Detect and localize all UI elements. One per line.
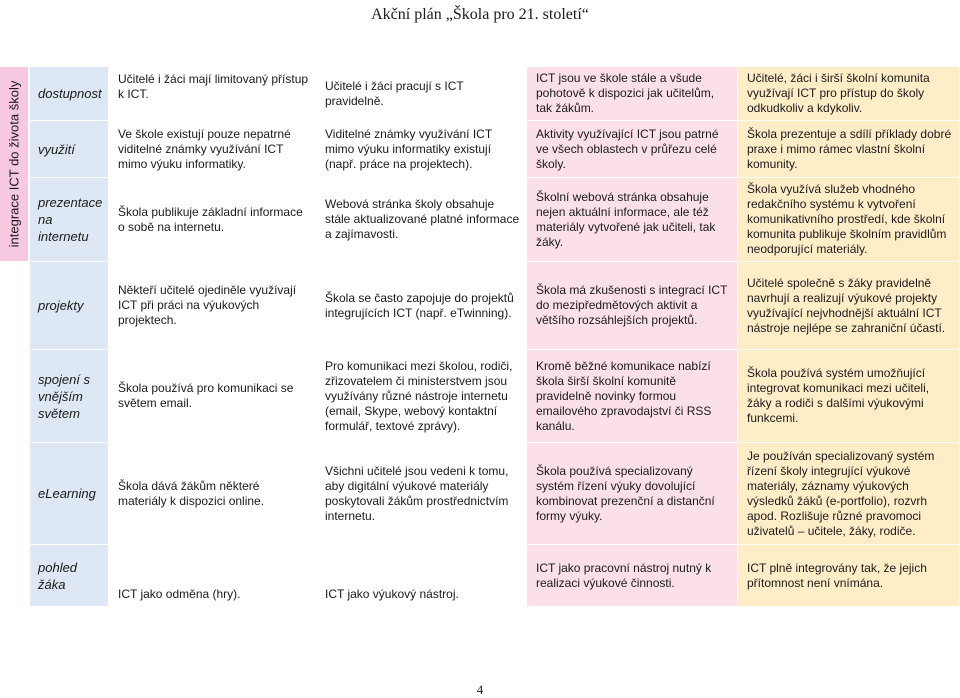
side-label: integrace ICT do života školy	[6, 80, 22, 248]
table-cell: Škola využívá služeb vhodného redakčního systému k vytvoření komunikativního prostředí, kde školní komunita publikuje školním pravidlům neodporující materiály.	[738, 178, 960, 262]
table-cell: Webová stránka školy obsahuje stále aktualizované platné informace a zajímavosti.	[316, 178, 527, 262]
row-label-vyuziti: využití	[30, 121, 109, 178]
page-number: 4	[476, 682, 484, 697]
row-label-projekty: projekty	[30, 262, 109, 350]
table-cell: Aktivity využívající ICT jsou patrné ve všech oblastech v průřezu celé školy.	[527, 121, 738, 178]
table-cell: Kromě běžné komunikace nabízí škola širší školní komunitě pravidelně novinky formou emailového zpravodajství či RSS kanálu.	[527, 350, 738, 443]
table-cell: Ve škole existují pouze nepatrné viditelné známky využívání ICT mimo výuku informatiky.	[109, 121, 316, 178]
table-cell: Škola dává žákům některé materiály k dispozici online.	[109, 443, 316, 545]
side-label-cell	[0, 67, 30, 262]
table-cell: ICT plně integrovány tak, že jejich přítomnost není vnímána.	[738, 545, 960, 607]
action-plan-table	[0, 67, 960, 607]
table-cell: Učitelé i žáci pracují s ICT pravidelně.	[316, 67, 527, 121]
side-spacer	[0, 443, 30, 545]
row-label-spojeni: spojení s vnějším světem	[30, 350, 109, 443]
page-title: Akční plán „Škola pro 21. století“	[371, 6, 589, 23]
table-cell: Viditelné známky využívání ICT mimo výuku informatiky existují (např. práce na projektech).	[316, 121, 527, 178]
table-cell: Všichni učitelé jsou vedeni k tomu, aby digitální výukové materiály poskytovali žákům prostřednictvím internetu.	[316, 443, 527, 545]
table-cell: ICT jako odměna (hry).	[109, 545, 316, 607]
table-cell: Pro komunikaci mezi školou, rodiči, zřizovatelem či ministerstvem jsou využívány různé nástroje internetu (email, Skype, webový kontaktní formulář, textové zprávy).	[316, 350, 527, 443]
table-cell: Učitelé, žáci i širší školní komunita využívají ICT pro přístup do školy odkudkoliv a kdykoliv.	[738, 67, 960, 121]
table-cell: Škola se často zapojuje do projektů integrujících ICT (např. eTwinning).	[316, 262, 527, 350]
table-cell: Je používán specializovaný systém řízení školy integrující výukové materiály, záznamy výukových výsledků žáků (e-portfolio), rozvrh apod. Rozlišuje různé pravomoci uživatelů – učitele, žáky, rodiče.	[738, 443, 960, 545]
table-cell: Škola prezentuje a sdílí příklady dobré praxe i mimo rámec vlastní školní komunity.	[738, 121, 960, 178]
table-cell: ICT jako pracovní nástroj nutný k realizaci výukové činnosti.	[527, 545, 738, 607]
table-cell: Škola používá systém umožňující integrovat komunikaci mezi učiteli, žáky a rodiči s dalšími výukovými funkcemi.	[738, 350, 960, 443]
table-cell: Škola publikuje základní informace o sobě na internetu.	[109, 178, 316, 262]
table-cell: ICT jako výukový nástroj.	[316, 545, 527, 607]
table-cell: Někteří učitelé ojediněle využívají ICT při práci na výukových projektech.	[109, 262, 316, 350]
table-cell: Učitelé i žáci mají limitovaný přístup k ICT.	[109, 67, 316, 121]
side-spacer	[0, 262, 30, 350]
table-cell: Školní webová stránka obsahuje nejen aktuální informace, ale též materiály vytvořené jak učiteli, tak žáky.	[527, 178, 738, 262]
table-cell: Škola používá pro komunikaci se světem email.	[109, 350, 316, 443]
row-label-elearning: eLearning	[30, 443, 109, 545]
table-cell: Učitelé společně s žáky pravidelně navrhují a realizují výukové projekty využívající nejvhodnější aktuální ICT nástroje nejlépe se zahraniční účastí.	[738, 262, 960, 350]
table-cell: Škola používá specializovaný systém řízení výuky dovolující kombinovat prezenční a distanční formy výuky.	[527, 443, 738, 545]
row-label-dostupnost: dostupnost	[30, 67, 109, 121]
side-spacer	[0, 350, 30, 443]
table-cell: ICT jsou ve škole stále a všude pohotově k dispozici jak učitelům, tak žákům.	[527, 67, 738, 121]
side-spacer	[0, 545, 30, 607]
row-label-pohled-zaka: pohled žáka	[30, 545, 109, 607]
table-cell: Škola má zkušenosti s integrací ICT do mezipředmětových aktivit a většího rozsáhlejších projektů.	[527, 262, 738, 350]
row-label-prezentace: prezentace na internetu	[30, 178, 109, 262]
